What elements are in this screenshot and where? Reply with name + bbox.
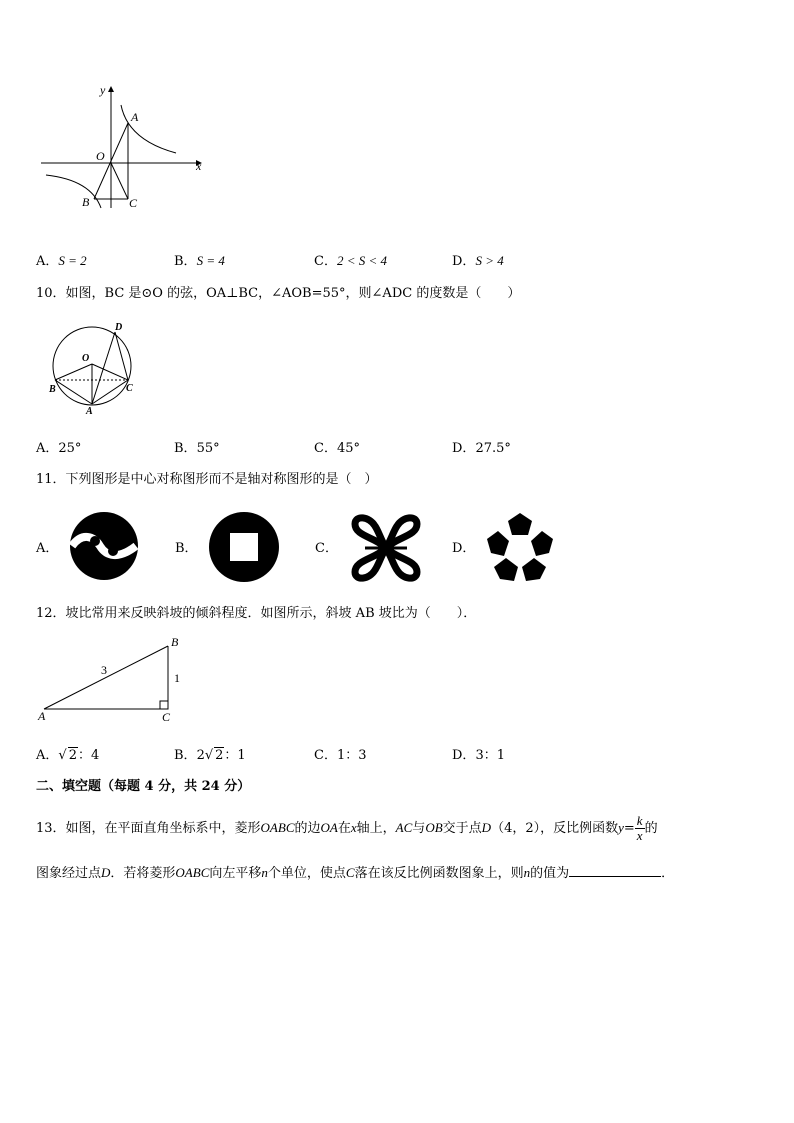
q11-option-b-symbol[interactable] <box>208 511 280 583</box>
q12-option-b[interactable]: B．2√ 2：1 <box>174 748 246 763</box>
q10-label-d: D <box>115 322 123 333</box>
q10-label-a: A <box>86 406 93 417</box>
q12-label-3: 3 <box>101 663 107 677</box>
q9-options <box>36 250 596 270</box>
q9-option-b[interactable]: B．S = 4 <box>174 253 225 269</box>
q9-label-a: A <box>131 110 139 124</box>
q12-slope-figure <box>36 632 196 724</box>
q13-fraction-k-over-x: $\frac{k}{x}$ <box>636 813 643 843</box>
q11-option-d-letter: D． <box>452 541 476 556</box>
q11-option-b-letter: B． <box>175 541 198 556</box>
q12-option-c[interactable]: C．1：3 <box>314 748 367 763</box>
q9-option-d[interactable]: D．S > 4 <box>452 253 504 269</box>
q11-option-a-symbol[interactable] <box>68 510 140 582</box>
q12-label-b: B <box>171 635 179 649</box>
q10-option-d[interactable]: D．27.5° <box>452 441 511 456</box>
q9-option-a[interactable]: A．S = 2 <box>36 253 87 269</box>
q10-option-a[interactable]: A．25° <box>36 441 82 456</box>
q10-circle-figure <box>40 318 150 418</box>
q12-label-c: C <box>162 710 171 724</box>
q10-label-o: O <box>82 353 90 364</box>
q11-option-c-symbol[interactable] <box>345 512 427 584</box>
q12-stem: 12．坡比常用来反映斜坡的倾斜程度．如图所示，斜坡 AB 坡比为（ ）． <box>36 606 477 621</box>
q11-option-d-symbol[interactable] <box>484 511 556 583</box>
section-heading-fill-in: 二、填空题（每题 4 分，共 24 分） <box>36 779 251 794</box>
q9-option-c[interactable]: C．2 < S < 4 <box>314 253 387 269</box>
q12-options <box>36 744 596 764</box>
q10-stem: 10．如图，BC 是⊙O 的弦，OA⊥BC，∠AOB=55°，则∠ADC 的度数是（ ） <box>36 286 521 301</box>
q9-label-b: B <box>82 195 90 209</box>
q12-label-1: 1 <box>174 671 180 685</box>
q9-hyperbola-figure <box>36 80 216 215</box>
q11-option-c-letter: C． <box>315 541 338 556</box>
q13-line-1: 13．如图，在平面直角坐标系中，菱形OABC的边OA在x轴上，AC与OB交于点D（4，2），反比例函数y= $\frac{k}{x}$ 的 <box>36 813 658 843</box>
q12-label-a: A <box>38 709 46 723</box>
q12-option-a[interactable]: A．√ 2：4 <box>36 748 100 763</box>
q9-label-y: y <box>100 83 106 97</box>
q10-label-c: C <box>126 383 133 394</box>
q10-option-b[interactable]: B．55° <box>174 441 220 456</box>
q13-answer-blank[interactable] <box>569 864 661 877</box>
q10-label-b: B <box>49 384 56 395</box>
q10-options <box>36 437 596 457</box>
q9-label-o: O <box>96 149 105 163</box>
q9-label-c: C <box>129 196 138 210</box>
q9-label-x: x <box>196 159 202 173</box>
q11-option-a-letter: A． <box>36 541 59 556</box>
q10-option-c[interactable]: C．45° <box>314 441 360 456</box>
q13-line-2: 图象经过点D．若将菱形OABC向左平移n个单位，使点C落在该反比例函数图象上，则n的值为 ． <box>36 865 675 881</box>
q12-option-d[interactable]: D．3：1 <box>452 748 505 763</box>
q11-stem: 11．下列图形是中心对称图形而不是轴对称图形的是（ ） <box>36 472 378 487</box>
